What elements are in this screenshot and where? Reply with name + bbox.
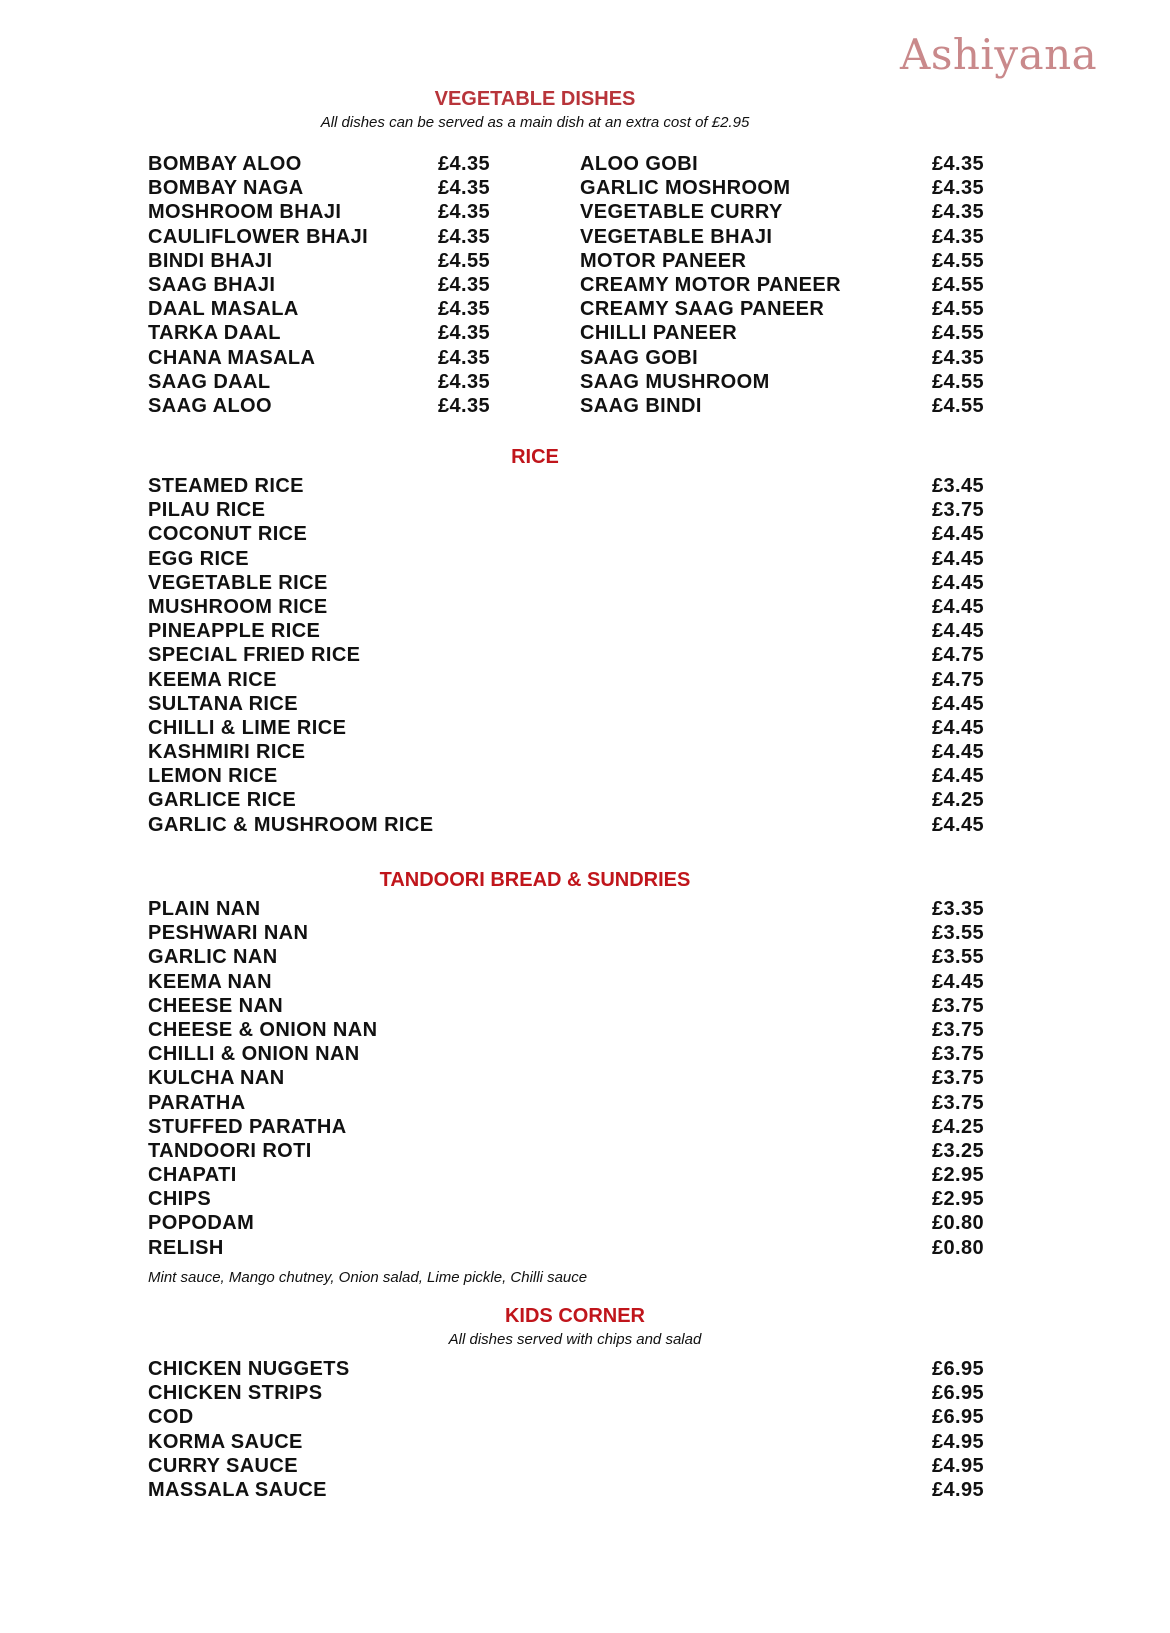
- menu-item-price: £4.75: [932, 668, 985, 691]
- menu-item-price: £3.25: [932, 1139, 985, 1162]
- menu-item-price: £4.35: [438, 201, 491, 224]
- menu-item-name: POPODAM: [148, 1212, 255, 1235]
- bread-list: [148, 897, 988, 1260]
- menu-item: [148, 619, 988, 643]
- vegetable-list-right: [580, 152, 1000, 418]
- menu-item-price: £4.55: [438, 249, 491, 272]
- menu-item-price: £4.35: [932, 177, 985, 200]
- menu-item-price: £4.45: [932, 547, 985, 570]
- menu-item-name: CAULIFLOWER BHAJI: [148, 225, 369, 248]
- bread-title: TANDOORI BREAD & SUNDRIES: [379, 869, 691, 891]
- vegetable-dishes-note: All dishes can be served as a main dish at an extra cost of £2.95: [320, 114, 750, 131]
- menu-item: [580, 176, 1000, 200]
- menu-item-price: £4.35: [932, 225, 985, 248]
- menu-item-price: £4.55: [932, 273, 985, 296]
- menu-item-name: BOMBAY NAGA: [148, 177, 304, 200]
- menu-item-price: £4.35: [932, 346, 985, 369]
- menu-item-price: £4.35: [438, 346, 491, 369]
- menu-item: [580, 200, 1000, 224]
- menu-item: [580, 297, 1000, 321]
- menu-item: [148, 788, 988, 812]
- menu-item: [148, 1066, 988, 1090]
- menu-item: [148, 921, 988, 945]
- menu-item: [148, 200, 508, 224]
- menu-item-price: £4.45: [932, 765, 985, 788]
- menu-item-name: SAAG ALOO: [148, 394, 272, 417]
- menu-item-price: £4.95: [932, 1478, 985, 1501]
- menu-item-price: £3.75: [932, 1091, 985, 1114]
- kids-list: [148, 1357, 988, 1502]
- menu-item: [148, 297, 508, 321]
- menu-item-price: £4.45: [932, 716, 985, 739]
- menu-item: [148, 321, 508, 345]
- menu-item-name: MASSALA SAUCE: [148, 1478, 327, 1501]
- menu-item-name: PILAU RICE: [148, 499, 266, 522]
- menu-item-price: £4.45: [932, 813, 985, 836]
- menu-item-name: CHICKEN NUGGETS: [148, 1358, 350, 1380]
- menu-item-name: KULCHA NAN: [148, 1067, 285, 1090]
- menu-item: [580, 225, 1000, 249]
- menu-item: [148, 692, 988, 716]
- menu-item-price: £4.95: [932, 1430, 985, 1453]
- menu-item-name: CHICKEN STRIPS: [148, 1382, 323, 1405]
- menu-item-price: £4.35: [932, 153, 985, 175]
- menu-item-price: £3.75: [932, 1018, 985, 1041]
- menu-item: [148, 1405, 988, 1429]
- menu-item: [148, 1381, 988, 1405]
- menu-item-name: COCONUT RICE: [148, 523, 308, 546]
- menu-item-price: £2.95: [932, 1188, 985, 1211]
- menu-item-name: SAAG MUSHROOM: [580, 370, 770, 393]
- menu-item: [148, 1091, 988, 1115]
- menu-item-name: CREAMY MOTOR PANEER: [580, 273, 841, 296]
- menu-item-price: £4.35: [438, 298, 491, 321]
- menu-item-name: KEEMA RICE: [148, 668, 277, 691]
- menu-item-name: BOMBAY ALOO: [148, 153, 302, 175]
- kids-corner-title: KIDS CORNER: [504, 1305, 645, 1327]
- menu-item-name: STEAMED RICE: [148, 475, 304, 497]
- menu-item-price: £3.75: [932, 499, 985, 522]
- menu-item-name: CHEESE & ONION NAN: [148, 1018, 378, 1041]
- menu-item-name: PESHWARI NAN: [148, 922, 309, 945]
- menu-item-price: £6.95: [932, 1358, 985, 1380]
- menu-item-name: ALOO GOBI: [580, 153, 699, 175]
- menu-item-price: £4.35: [438, 370, 491, 393]
- menu-item-price: £4.75: [932, 644, 985, 667]
- relish-footnote: Mint sauce, Mango chutney, Onion salad, Lime pickle, Chilli sauce: [148, 1269, 588, 1286]
- menu-item-name: SPECIAL FRIED RICE: [148, 644, 361, 667]
- menu-item-name: PARATHA: [148, 1091, 246, 1114]
- menu-item: [148, 740, 988, 764]
- menu-item: [148, 1478, 988, 1502]
- vegetable-list-left: [148, 152, 508, 418]
- menu-item-name: KASHMIRI RICE: [148, 741, 306, 764]
- menu-item-name: CHIPS: [148, 1188, 212, 1211]
- menu-item-name: GARLICE RICE: [148, 789, 297, 812]
- menu-item-name: GARLIC MOSHROOM: [580, 177, 791, 200]
- menu-item: [148, 474, 988, 498]
- menu-item-name: PINEAPPLE RICE: [148, 620, 321, 643]
- menu-item: [148, 152, 508, 176]
- brand-logo: Ashiyana: [900, 30, 1098, 79]
- menu-item-price: £4.35: [438, 322, 491, 345]
- menu-item-price: £4.35: [438, 177, 491, 200]
- menu-item-name: PLAIN NAN: [148, 898, 261, 920]
- menu-item: [148, 764, 988, 788]
- menu-item: [148, 176, 508, 200]
- menu-item: [148, 1454, 988, 1478]
- menu-item: [148, 595, 988, 619]
- menu-item-price: £3.75: [932, 1043, 985, 1066]
- menu-item-price: £4.55: [932, 394, 985, 417]
- menu-item-name: MOTOR PANEER: [580, 249, 747, 272]
- menu-item: [148, 1018, 988, 1042]
- menu-item-price: £4.55: [932, 370, 985, 393]
- menu-item-price: £4.45: [932, 571, 985, 594]
- menu-item-name: COD: [148, 1406, 194, 1429]
- menu-item: [148, 1430, 988, 1454]
- menu-item-name: BINDI BHAJI: [148, 249, 273, 272]
- menu-item-name: TANDOORI ROTI: [148, 1139, 312, 1162]
- menu-item-price: £3.55: [932, 946, 985, 969]
- menu-item: [580, 370, 1000, 394]
- menu-item-price: £2.95: [932, 1164, 985, 1187]
- menu-item: [148, 522, 988, 546]
- menu-item-price: £4.25: [932, 789, 985, 812]
- menu-item: [580, 394, 1000, 418]
- menu-item-price: £4.55: [932, 249, 985, 272]
- menu-item-name: GARLIC & MUSHROOM RICE: [148, 813, 434, 836]
- menu-item: [148, 643, 988, 667]
- menu-item-price: £0.80: [932, 1236, 985, 1259]
- menu-item: [148, 1115, 988, 1139]
- menu-item-name: SAAG BINDI: [580, 394, 702, 417]
- menu-item: [580, 346, 1000, 370]
- menu-item-name: MOSHROOM BHAJI: [148, 201, 342, 224]
- menu-item-price: £4.35: [932, 201, 985, 224]
- menu-item: [580, 273, 1000, 297]
- menu-item-price: £4.55: [932, 322, 985, 345]
- menu-item: [148, 370, 508, 394]
- menu-item-price: £3.75: [932, 1067, 985, 1090]
- menu-item: [148, 273, 508, 297]
- menu-item: [148, 346, 508, 370]
- menu-item-price: £4.45: [932, 620, 985, 643]
- rice-list: [148, 474, 988, 837]
- menu-item-name: CHILLI & ONION NAN: [148, 1043, 360, 1066]
- menu-item: [148, 1211, 988, 1235]
- menu-item: [148, 716, 988, 740]
- menu-item: [148, 945, 988, 969]
- menu-item-price: £4.25: [932, 1115, 985, 1138]
- menu-item-name: VEGETABLE CURRY: [580, 201, 783, 224]
- menu-item-name: STUFFED PARATHA: [148, 1115, 347, 1138]
- menu-item: [148, 249, 508, 273]
- menu-item-price: £4.45: [932, 741, 985, 764]
- menu-item-name: KEEMA NAN: [148, 970, 272, 993]
- menu-item-name: KORMA SAUCE: [148, 1430, 303, 1453]
- menu-item: [580, 249, 1000, 273]
- menu-item-price: £0.80: [932, 1212, 985, 1235]
- menu-item: [148, 547, 988, 571]
- menu-item-price: £3.35: [932, 898, 985, 920]
- menu-item-price: £4.35: [438, 153, 491, 175]
- menu-item-price: £4.45: [932, 970, 985, 993]
- menu-item-name: SAAG BHAJI: [148, 273, 276, 296]
- menu-item-name: CHEESE NAN: [148, 994, 284, 1017]
- menu-item-price: £6.95: [932, 1382, 985, 1405]
- menu-item-name: TARKA DAAL: [148, 322, 281, 345]
- menu-item-price: £4.35: [438, 273, 491, 296]
- menu-item-name: VEGETABLE BHAJI: [580, 225, 773, 248]
- menu-item: [148, 498, 988, 522]
- kids-corner-note: All dishes served with chips and salad: [448, 1331, 702, 1348]
- menu-item-name: RELISH: [148, 1236, 224, 1259]
- menu-item: [148, 994, 988, 1018]
- menu-item: [148, 1042, 988, 1066]
- menu-item: [148, 1139, 988, 1163]
- menu-item-name: GARLIC NAN: [148, 946, 278, 969]
- menu-item: [148, 394, 508, 418]
- menu-item-price: £3.45: [932, 475, 985, 497]
- menu-item: [148, 1357, 988, 1381]
- menu-item: [148, 1187, 988, 1211]
- menu-item: [148, 668, 988, 692]
- menu-item: [580, 152, 1000, 176]
- menu-item-name: CHANA MASALA: [148, 346, 316, 369]
- menu-item-price: £3.75: [932, 994, 985, 1017]
- menu-item: [148, 225, 508, 249]
- menu-item: [580, 321, 1000, 345]
- menu-item-price: £4.55: [932, 298, 985, 321]
- menu-item: [148, 571, 988, 595]
- menu-item: [148, 1236, 988, 1260]
- menu-item-name: CHILLI & LIME RICE: [148, 716, 347, 739]
- menu-item: [148, 813, 988, 837]
- menu-item-name: SAAG GOBI: [580, 346, 699, 369]
- menu-item-price: £4.45: [932, 692, 985, 715]
- rice-title: RICE: [511, 446, 559, 468]
- menu-item-price: £4.35: [438, 225, 491, 248]
- menu-item-price: £3.55: [932, 922, 985, 945]
- menu-item-name: CHILLI PANEER: [580, 322, 738, 345]
- menu-item-name: CHAPATI: [148, 1164, 237, 1187]
- menu-item-name: EGG RICE: [148, 547, 249, 570]
- menu-item-name: SAAG DAAL: [148, 370, 271, 393]
- menu-item-name: MUSHROOM RICE: [148, 595, 328, 618]
- menu-item: [148, 1163, 988, 1187]
- menu-item-price: £4.45: [932, 523, 985, 546]
- menu-item: [148, 897, 988, 921]
- menu-item-name: CURRY SAUCE: [148, 1454, 298, 1477]
- vegetable-dishes-title: VEGETABLE DISHES: [434, 88, 636, 110]
- menu-item-name: CREAMY SAAG PANEER: [580, 298, 825, 321]
- menu-item-price: £4.45: [932, 595, 985, 618]
- menu-item-price: £4.35: [438, 394, 491, 417]
- menu-item-price: £4.95: [932, 1454, 985, 1477]
- menu-item-name: SULTANA RICE: [148, 692, 298, 715]
- menu-item-name: DAAL MASALA: [148, 298, 299, 321]
- menu-item-name: VEGETABLE RICE: [148, 571, 328, 594]
- menu-item-name: LEMON RICE: [148, 765, 278, 788]
- menu-item: [148, 970, 988, 994]
- menu-item-price: £6.95: [932, 1406, 985, 1429]
